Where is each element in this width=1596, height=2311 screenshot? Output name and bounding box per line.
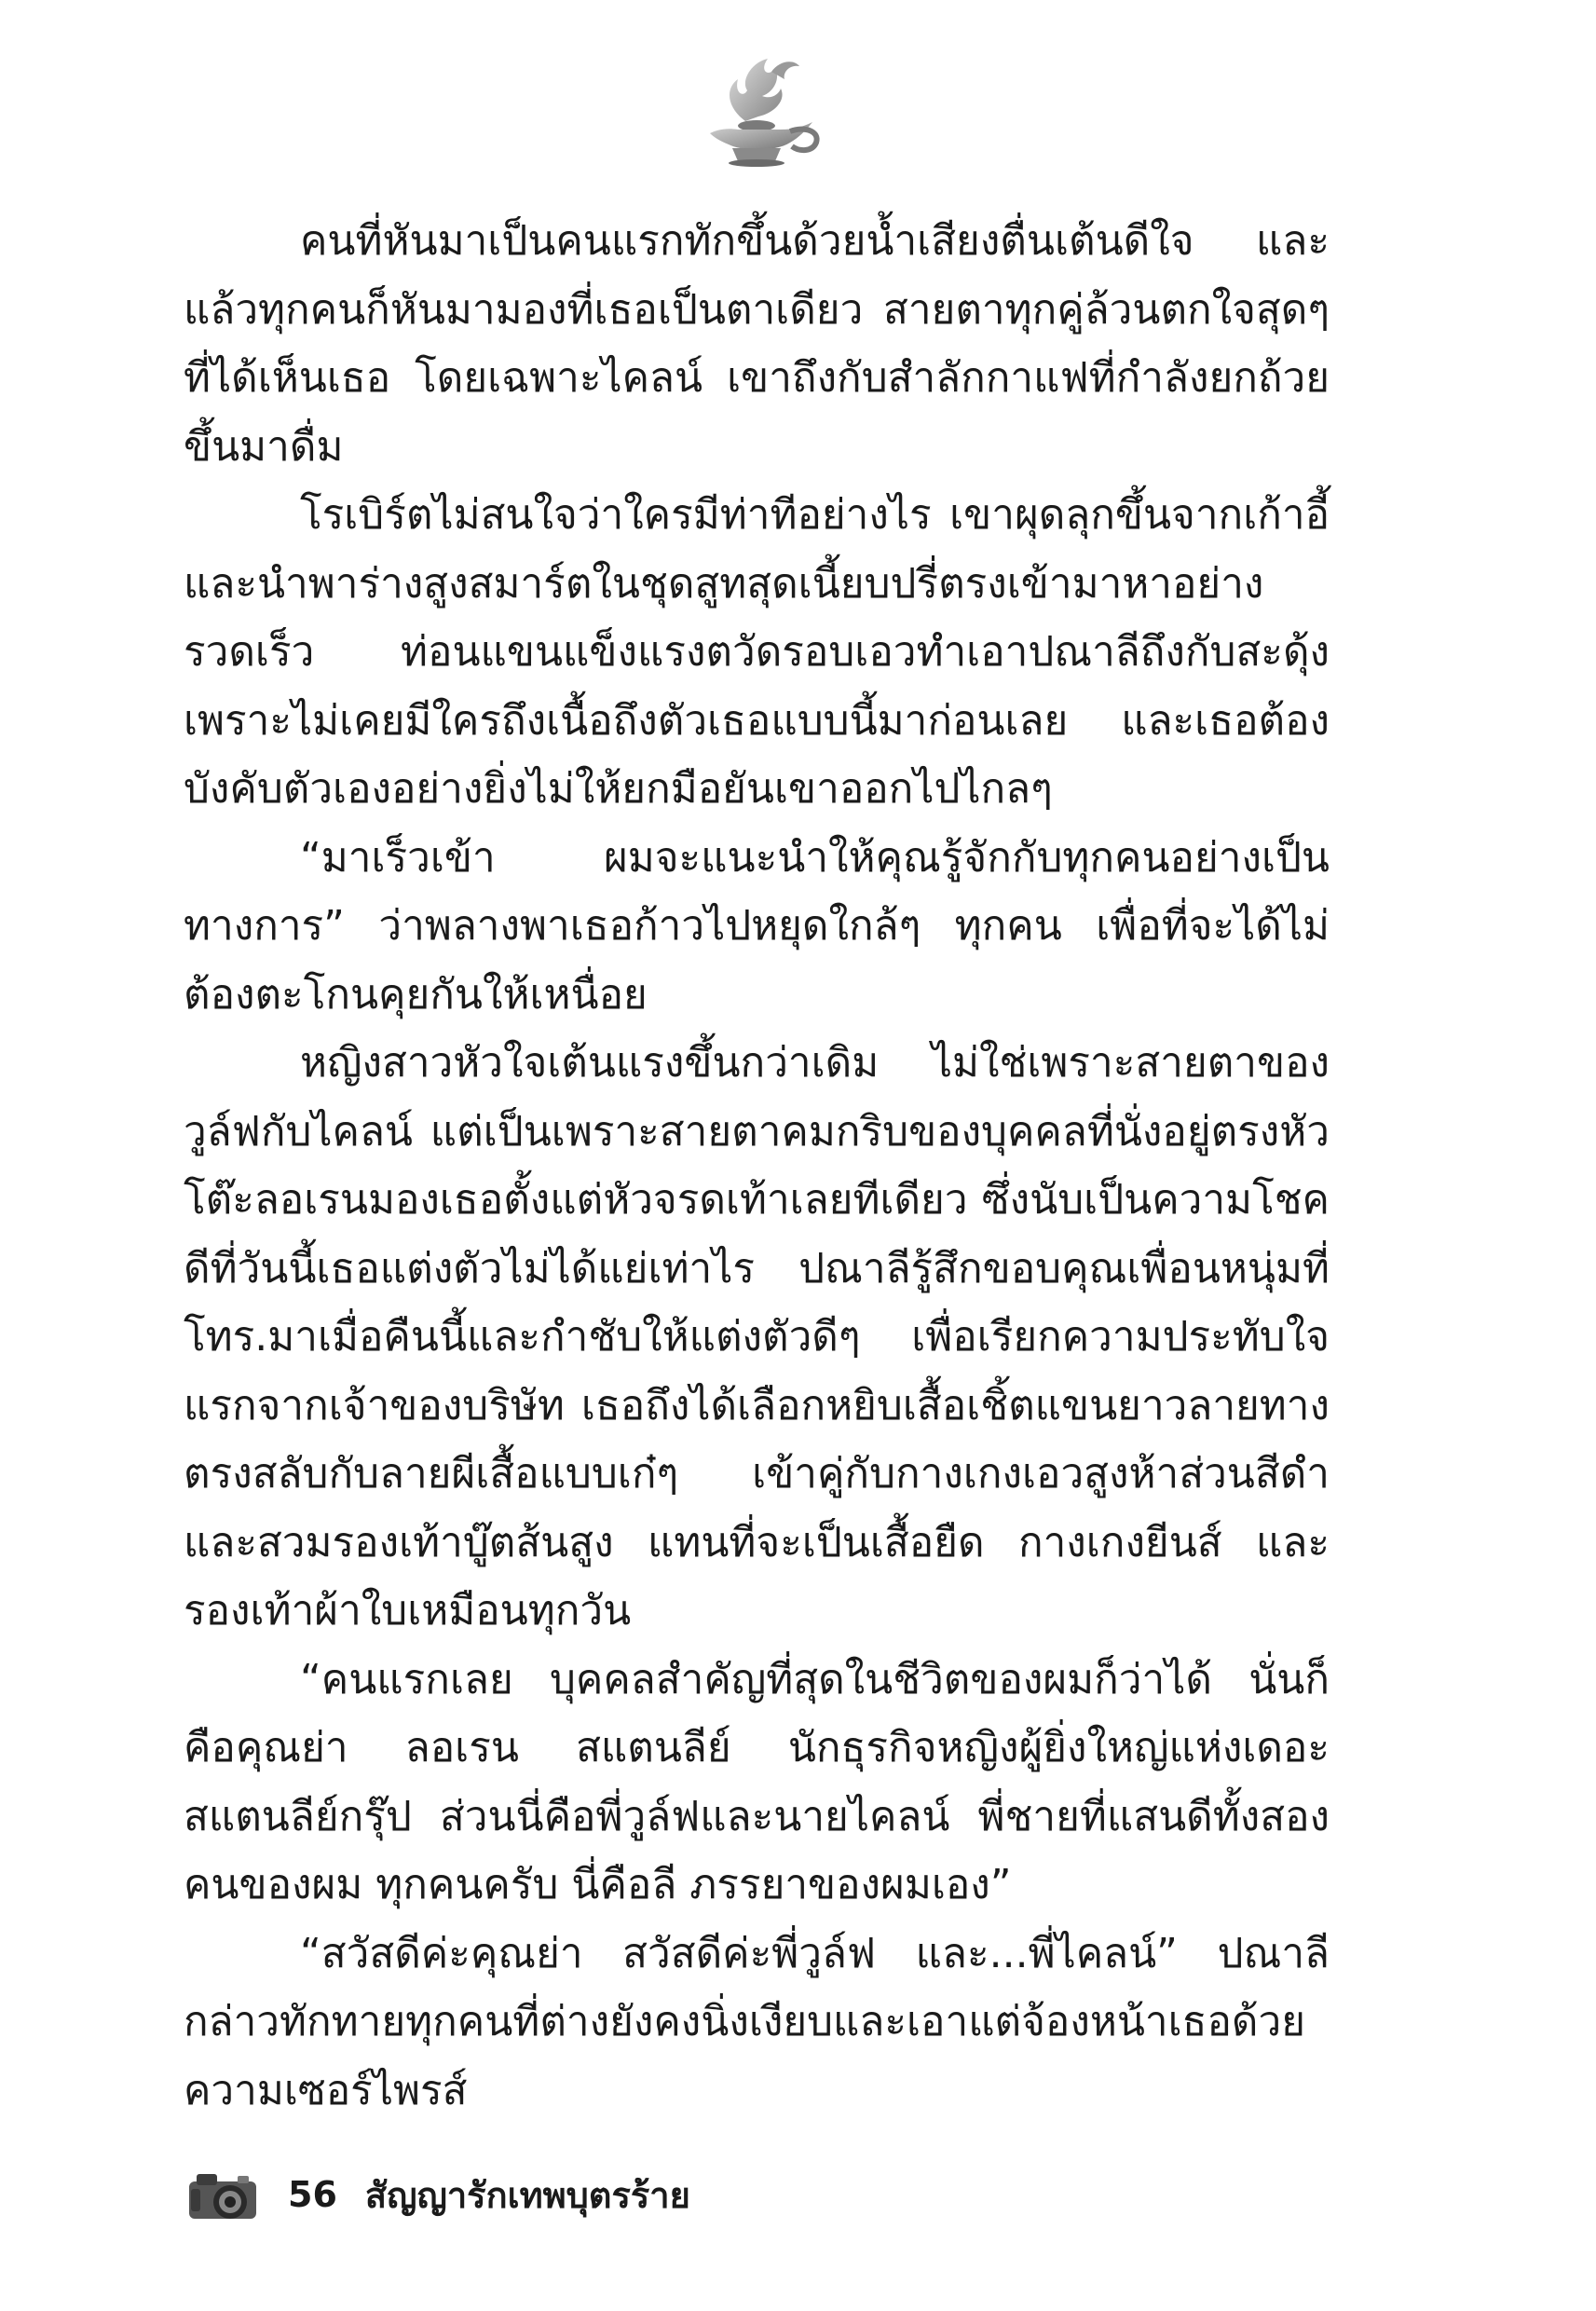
page-number: 56 (288, 2174, 337, 2215)
paragraph-4: หญิงสาวหัวใจเต้นแรงขึ้นกว่าเดิม ไม่ใช่เพราะสายตาของวูล์ฟกับไคลน์ แต่เป็นเพราะสายตาคมกริบของบุคคลที่นั่งอยู่ตรงหัวโต๊ะลอเรนมองเธอตั้งแต่หัวจรดเท้าเลยทีเดียว ซึ่งนับเป็นความโชคดีที่วันนี้เธอแต่งตัวไม่ได้แย่เท่าไร ปณาลีรู้สึกขอบคุณเพื่อนหนุ่มที่โทร.มาเมื่อคืนนี้และกำชับให้แต่งตัวดีๆ เพื่อเรียกความประทับใจแรกจากเจ้าของบริษัท เธอถึงได้เลือกหยิบเสื้อเชิ้ตแขนยาวลายทางตรงสลับกับลายผีเสื้อแบบเก๋ๆ เข้าคู่กับกางเกงเอวสูงห้าส่วนสีดำและสวมรองเท้าบู๊ตส้นสูง แทนที่จะเป็นเสื้อยืด กางเกงยีนส์ และรองเท้าผ้าใบเหมือนทุกวัน (184, 1039, 1330, 1634)
paragraph-6: “สวัสดีค่ะคุณย่า สวัสดีค่ะพี่วูล์ฟ และ...พี่ไคลน์” ปณาลีกล่าวทักทายทุกคนที่ต่างยังคงนิ่งเงียบและเอาแต่จ้องหน้าเธอด้วยความเซอร์ไพรส์ (184, 1929, 1330, 2114)
camera-icon (184, 2161, 262, 2228)
paragraph-5: “คนแรกเลย บุคคลสำคัญที่สุดในชีวิตของผมก็ว่าได้ นั่นก็คือคุณย่า ลอเรน สแตนลีย์ นักธุรกิจหญิงผู้ยิ่งใหญ่แห่งเดอะสแตนลีย์กรุ๊ป ส่วนนี่คือพี่วูล์ฟและนายไคลน์ พี่ชายที่แสนดีทั้งสองคนของผม ทุกคนครับ นี่คือลี ภรรยาของผมเอง” (184, 1655, 1330, 1908)
story-text (184, 207, 1330, 2125)
paragraph-1: คนที่หันมาเป็นคนแรกทักขึ้นด้วยน้ำเสียงตื่นเต้นดีใจ และแล้วทุกคนก็หันมามองที่เธอเป็นตาเดียว สายตาทุกคู่ล้วนตกใจสุดๆ ที่ได้เห็นเธอ โดยเฉพาะไคลน์ เขาถึงกับสำลักกาแฟที่กำลังยกถ้วยขึ้นมาดื่ม (184, 217, 1330, 471)
page-footer (184, 2153, 690, 2236)
magic-lamp-icon (689, 51, 829, 172)
book-title: สัญญารักเทพบุตรร้าย (364, 2174, 690, 2216)
paragraph-2: โรเบิร์ตไม่สนใจว่าใครมีท่าทีอย่างไร เขาผุดลุกขึ้นจากเก้าอี้และนำพาร่างสูงสมาร์ตในชุดสูทสุดเนี้ยบปรี่ตรงเข้ามาหาอย่างรวดเร็ว ท่อนแขนแข็งแรงตวัดรอบเอวทำเอาปณาลีถึงกับสะดุ้ง เพราะไม่เคยมีใครถึงเนื้อถึงตัวเธอแบบนี้มาก่อนเลย และเธอต้องบังคับตัวเองอย่างยิ่งไม่ให้ยกมือยันเขาออกไปไกลๆ (184, 491, 1330, 813)
paragraph-3: “มาเร็วเข้า ผมจะแนะนำให้คุณรู้จักกับทุกคนอย่างเป็นทางการ” ว่าพลางพาเธอก้าวไปหยุดใกล้ๆ ทุกคน เพื่อที่จะได้ไม่ต้องตะโกนคุยกันให้เหนื่อย (184, 833, 1330, 1019)
